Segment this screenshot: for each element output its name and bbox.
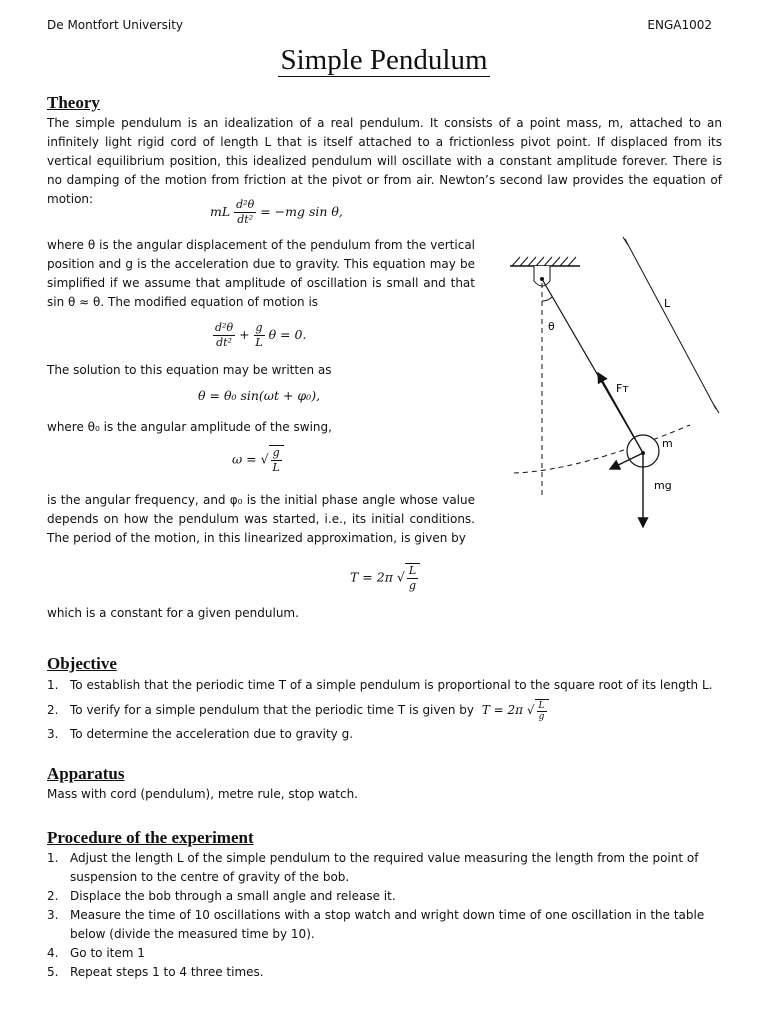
apparatus-heading: Apparatus — [47, 764, 125, 783]
pendulum-diagram — [500, 235, 720, 535]
period-equation: T = 2π √ $\frac{L}{g}$ — [350, 563, 420, 593]
objective-heading: Objective — [47, 654, 117, 673]
list-item: 3. Measure the time of 10 oscillations with a stop watch and wright down time of one oscillation in the table below (divide the measured time by 10). — [47, 908, 705, 941]
mass-label: m — [662, 437, 673, 450]
header-course-code: ENGA1002 — [647, 18, 712, 32]
ceiling-hatching — [512, 257, 576, 266]
theta-label: θ — [548, 320, 555, 333]
tension-label: Fᴛ — [616, 382, 629, 395]
gravity-label: mg — [654, 479, 672, 492]
length-dimension-line — [625, 239, 716, 409]
equation-of-motion: mL $\frac{\text{d²θ}}{\text{dt²}}$ = −mg sin θ, — [210, 198, 343, 226]
apparatus-text: Mass with cord (pendulum), metre rule, stop watch. — [47, 787, 358, 801]
theory-paragraph-6: which is a constant for a given pendulum. — [47, 606, 299, 620]
theory-paragraph-5: is the angular frequency, and φ₀ is the initial phase angle whose value depends on how the pendulum was started, i.e., its initial conditions. The period of the motion, in this linearized approximation, is given by — [47, 493, 475, 545]
header-university: De Montfort University — [47, 18, 183, 32]
page-title: Simple Pendulum — [280, 44, 488, 76]
list-item: 2. Displace the bob through a small angle and release it. — [47, 889, 396, 903]
list-item: 4. Go to item 1 — [47, 946, 145, 960]
list-item: 2. To verify for a simple pendulum that the periodic time T is given by T = 2π √ $\frac{L}{g}$ — [47, 699, 727, 722]
list-item: 3. To determine the acceleration due to gravity g. — [47, 727, 354, 741]
theory-paragraph-1: The simple pendulum is an idealization of a real pendulum. It consists of a point mass, m, attached to an infinitely light rigid cord of length L that is itself attached to a frictionless pivot point. If displaced from its vertical equilibrium position, this idealized pendulum will oscillate with a constant amplitude forever. There is no damping of the motion from friction at the pivot or from air. Newton’s second law provides the equation of motion: — [47, 116, 722, 206]
angle-arc — [542, 297, 552, 301]
objective-period-equation: T = 2π √ $\frac{L}{g}$ — [482, 703, 549, 717]
theory-paragraph-2: where θ is the angular displacement of the pendulum from the vertical position and g is the acceleration due to gravity. This equation may be simplified if we assume that amplitude of oscillation is small and that sin θ ≈ θ. The modified equation of motion is — [47, 238, 475, 309]
list-item: 1. To establish that the periodic time T of a simple pendulum is proportional to the square root of its length L. — [47, 678, 713, 692]
simplified-equation: $\frac{\text{d²θ}}{\text{dt²}}$ + $\frac{g}{L}$ θ = 0. — [215, 321, 307, 349]
solution-equation: θ = θ₀ sin(ωt + φ₀), — [198, 388, 321, 403]
theory-paragraph-3: The solution to this equation may be written as — [47, 363, 332, 377]
length-label: L — [664, 297, 671, 310]
procedure-list — [47, 849, 727, 982]
list-item: 5. Repeat steps 1 to 4 three times. — [47, 965, 264, 979]
objective-list — [47, 676, 727, 744]
list-item: 1. Adjust the length L of the simple pendulum to the required value measuring the length from the point of suspension to the centre of gravity of the bob. — [47, 851, 699, 884]
theory-heading: Theory — [47, 93, 100, 112]
angular-frequency-equation: ω = √ $\frac{g}{L}$ — [232, 445, 284, 475]
theory-paragraph-4: where θ₀ is the angular amplitude of the swing, — [47, 420, 332, 434]
procedure-heading: Procedure of the experiment — [47, 828, 254, 847]
